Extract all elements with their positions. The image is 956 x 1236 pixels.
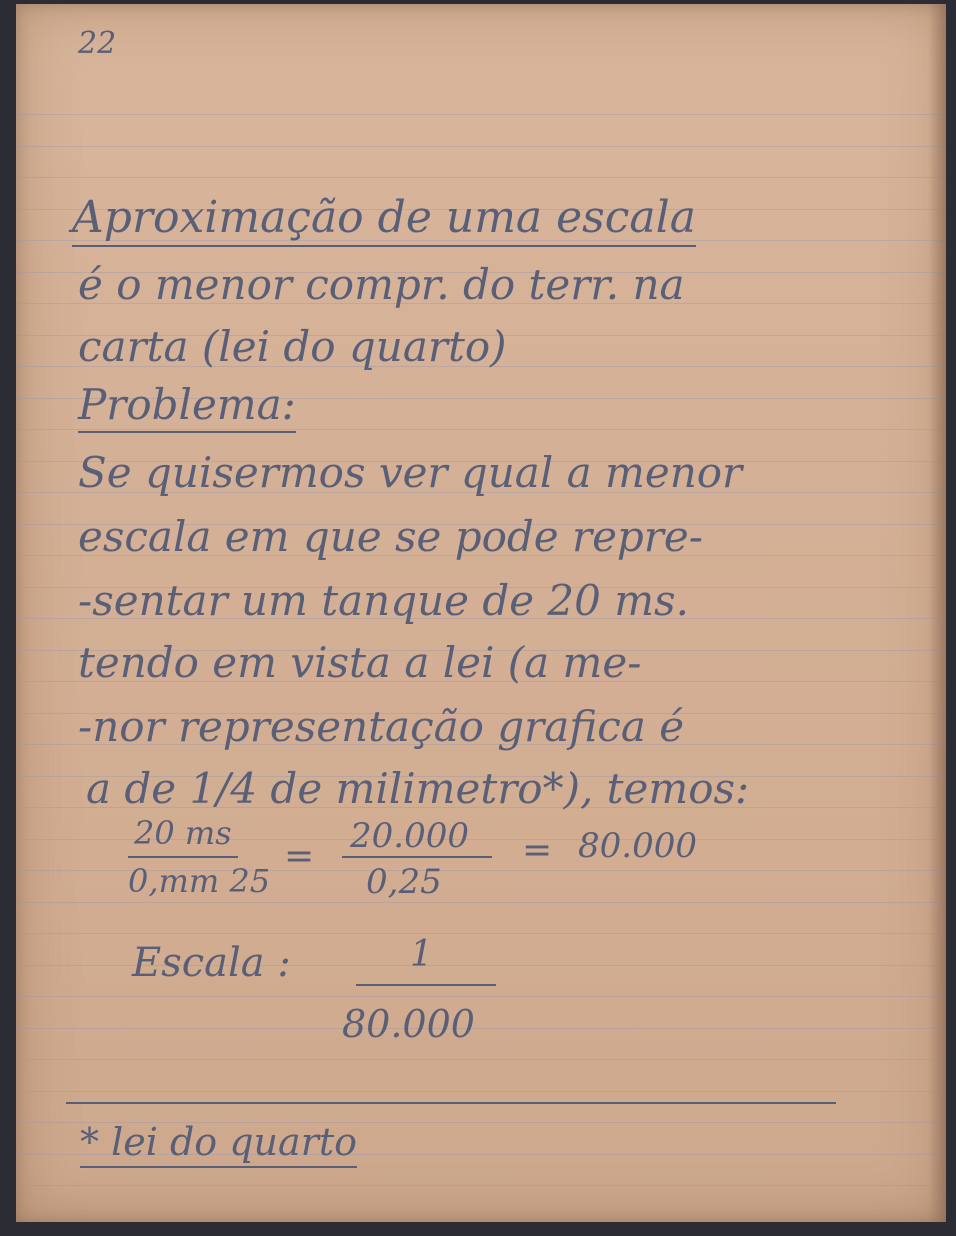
binding-mark bbox=[0, 288, 8, 310]
footnote: * lei do quarto bbox=[80, 1120, 357, 1168]
binding-mark bbox=[0, 470, 8, 492]
scale-fraction-bar bbox=[356, 984, 496, 986]
notebook-page bbox=[16, 4, 946, 1222]
problem-line-6: a de 1/4 de milimetro*), temos: bbox=[86, 764, 750, 813]
ruled-line bbox=[16, 1185, 946, 1186]
fraction-1-numerator: 20 ms bbox=[134, 814, 232, 852]
footnote-separator bbox=[66, 1102, 836, 1104]
problem-label: Problema: bbox=[78, 380, 296, 433]
page-number: 22 bbox=[78, 26, 117, 61]
ruled-line bbox=[16, 114, 946, 115]
ruled-line bbox=[16, 1028, 946, 1029]
fraction-2-denominator: 0,25 bbox=[366, 862, 442, 902]
ruled-line bbox=[16, 177, 946, 178]
binding-mark bbox=[0, 380, 8, 402]
equals-sign-2: = bbox=[522, 830, 553, 871]
fraction-2-numerator: 20.000 bbox=[350, 816, 469, 856]
problem-line-4: tendo em vista a lei (a me- bbox=[78, 638, 642, 687]
ruled-line bbox=[16, 1059, 946, 1060]
page-spine-shadow bbox=[928, 4, 946, 1222]
ruled-line bbox=[16, 1091, 946, 1092]
ruled-line bbox=[16, 902, 946, 903]
binding-mark bbox=[0, 880, 8, 902]
fraction-1-denominator: 0,mm 25 bbox=[128, 862, 271, 900]
fraction-1-bar bbox=[128, 856, 238, 858]
scale-denominator: 80.000 bbox=[342, 1002, 475, 1046]
title-heading: Aproximação de uma escala bbox=[72, 192, 696, 247]
problem-line-3: -sentar um tanque de 20 ms. bbox=[78, 576, 689, 625]
fraction-2-bar bbox=[342, 856, 492, 858]
scale-numerator: 1 bbox=[410, 934, 433, 975]
equals-sign-1: = bbox=[284, 836, 315, 877]
problem-line-1: Se quisermos ver qual a menor bbox=[78, 448, 743, 497]
problem-line-5: -nor representação grafica é bbox=[78, 702, 685, 751]
text-line-1: é o menor compr. do terr. na bbox=[78, 260, 685, 309]
text-line-2: carta (lei do quarto) bbox=[78, 322, 507, 371]
equation-result: 80.000 bbox=[578, 826, 697, 866]
binding-mark bbox=[0, 1080, 8, 1102]
binding-mark bbox=[0, 670, 8, 692]
ruled-line bbox=[16, 146, 946, 147]
ruled-line bbox=[16, 933, 946, 934]
ruled-line bbox=[16, 996, 946, 997]
binding-mark bbox=[0, 34, 8, 56]
scale-label: Escala : bbox=[132, 940, 291, 986]
problem-line-2: escala em que se pode repre- bbox=[78, 512, 703, 561]
